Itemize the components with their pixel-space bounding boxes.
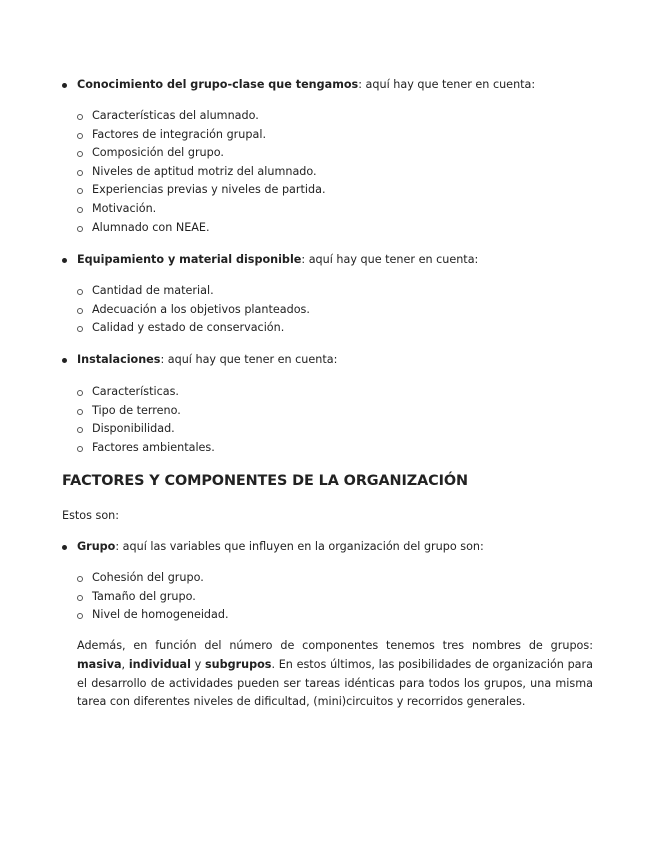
circle-bullet-icon bbox=[77, 446, 83, 452]
list-item-text: Cantidad de material. bbox=[92, 284, 214, 297]
sublist-grupo bbox=[62, 569, 229, 625]
list-item bbox=[62, 107, 326, 126]
bullet-text bbox=[77, 351, 337, 370]
bullet-text bbox=[77, 251, 478, 270]
list-item bbox=[62, 126, 326, 145]
list-item-text: Cohesión del grupo. bbox=[92, 571, 204, 584]
list-item bbox=[62, 420, 215, 439]
list-item bbox=[62, 301, 310, 320]
list-item bbox=[62, 200, 326, 219]
circle-bullet-icon bbox=[77, 151, 83, 157]
bullet-bold-term: Grupo bbox=[77, 540, 116, 553]
circle-bullet-icon bbox=[77, 308, 83, 314]
bullet-rest-text: : aquí hay que tener en cuenta: bbox=[160, 353, 338, 366]
list-item bbox=[62, 219, 326, 238]
list-item-text: Calidad y estado de conservación. bbox=[92, 321, 285, 335]
list-item-text: Experiencias previas y niveles de partida. bbox=[92, 183, 326, 197]
section-heading: FACTORES Y COMPONENTES DE LA ORGANIZACIÓN bbox=[62, 473, 468, 489]
list-item-text: Tipo de terreno. bbox=[92, 403, 181, 417]
intro-text: Estos son: bbox=[62, 509, 120, 522]
circle-bullet-icon bbox=[77, 613, 83, 619]
paragraph-separator: , bbox=[121, 657, 129, 671]
list-item-text: Características del alumnado. bbox=[92, 109, 259, 122]
bullet-dot-icon bbox=[62, 545, 67, 550]
bullet-text bbox=[77, 538, 484, 557]
list-item-text: Composición del grupo. bbox=[92, 146, 224, 160]
bullet-bold-term: Conocimiento del grupo-clase que tengamos bbox=[77, 78, 359, 91]
list-item-text: Nivel de homogeneidad. bbox=[92, 608, 229, 622]
list-item-text: Factores ambientales. bbox=[92, 440, 215, 454]
list-item bbox=[62, 383, 215, 402]
paragraph-separator: y bbox=[190, 657, 205, 671]
list-item bbox=[62, 144, 326, 163]
term-individual: individual bbox=[128, 657, 191, 671]
list-item bbox=[62, 282, 310, 301]
list-item bbox=[62, 569, 229, 588]
list-item-text: Factores de integración grupal. bbox=[92, 127, 266, 141]
list-item bbox=[62, 606, 229, 625]
list-item-text: Alumnado con NEAE. bbox=[92, 220, 210, 234]
list-item-text: Disponibilidad. bbox=[92, 422, 175, 436]
paragraph-text: Además, en función del número de componentes tenemos tres nombres de grupos: bbox=[77, 639, 593, 652]
bullet-dot-icon bbox=[62, 83, 67, 88]
list-item-text: Motivación. bbox=[92, 201, 157, 215]
list-item bbox=[62, 439, 215, 458]
bullet-rest-text: : aquí hay que tener en cuenta: bbox=[358, 78, 536, 91]
list-item-text: Niveles de aptitud motriz del alumnado. bbox=[92, 164, 317, 178]
list-item bbox=[62, 319, 310, 338]
circle-bullet-icon bbox=[77, 188, 83, 194]
circle-bullet-icon bbox=[77, 390, 83, 396]
sublist-conocimiento bbox=[62, 107, 326, 237]
circle-bullet-icon bbox=[77, 170, 83, 176]
circle-bullet-icon bbox=[77, 289, 83, 295]
term-subgrupos: subgrupos bbox=[204, 657, 272, 671]
bullet-dot-icon bbox=[62, 258, 67, 263]
bullet-bold-term: Equipamiento y material disponible bbox=[77, 253, 302, 266]
list-item bbox=[62, 402, 215, 421]
circle-bullet-icon bbox=[77, 207, 83, 213]
circle-bullet-icon bbox=[77, 226, 83, 232]
list-item bbox=[62, 181, 326, 200]
list-item bbox=[62, 588, 229, 607]
bullet-rest-text: : aquí las variables que influyen en la organización del grupo son: bbox=[115, 540, 484, 553]
bullet-text bbox=[77, 76, 535, 95]
list-item-text: Tamaño del grupo. bbox=[92, 589, 196, 603]
circle-bullet-icon bbox=[77, 326, 83, 332]
circle-bullet-icon bbox=[77, 595, 83, 601]
circle-bullet-icon bbox=[77, 409, 83, 415]
circle-bullet-icon bbox=[77, 133, 83, 139]
paragraph-text: . En estos últimos, las posibilidades de organización para el desarrollo de actividades pueden ser tareas idénticas para todos los grupos, una misma tarea con diferentes niveles de dificultad, (mini)circuitos y recorridos generales. bbox=[77, 657, 593, 709]
sublist-instalaciones bbox=[62, 383, 215, 457]
list-item-text: Características. bbox=[92, 385, 179, 398]
circle-bullet-icon bbox=[77, 576, 83, 582]
list-item-text: Adecuación a los objetivos planteados. bbox=[92, 302, 310, 316]
circle-bullet-icon bbox=[77, 427, 83, 433]
body-paragraph bbox=[77, 637, 593, 712]
sublist-equipamiento bbox=[62, 282, 310, 338]
term-masiva: masiva bbox=[77, 657, 122, 671]
bullet-bold-term: Instalaciones bbox=[77, 353, 161, 366]
list-item bbox=[62, 163, 326, 182]
circle-bullet-icon bbox=[77, 114, 83, 120]
bullet-rest-text: : aquí hay que tener en cuenta: bbox=[301, 253, 479, 266]
bullet-dot-icon bbox=[62, 358, 67, 363]
